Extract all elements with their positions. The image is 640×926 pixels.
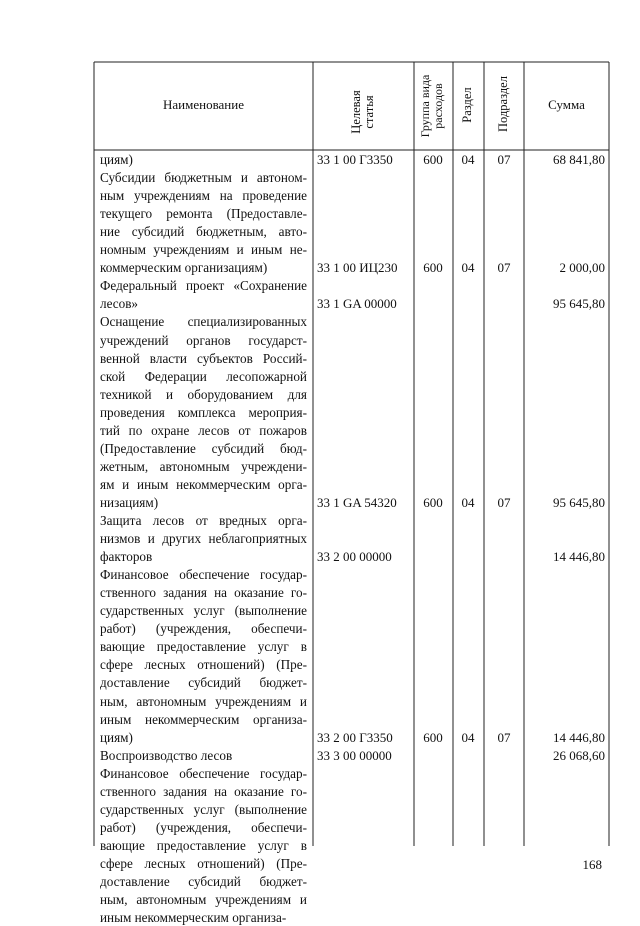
row-name-line: ской Федерации лесопожарной bbox=[100, 368, 307, 384]
row-sum: 95 645,80 bbox=[553, 494, 605, 510]
row-name-line: учреждений органов государст- bbox=[100, 332, 307, 348]
row-name-line: Воспроизводство лесов bbox=[100, 747, 233, 763]
header-sum: Сумма bbox=[548, 97, 585, 112]
row-name-line: ственного задания на оказание го- bbox=[100, 585, 307, 601]
row-name-line: циям) bbox=[100, 729, 133, 745]
row-name-line: сударственных услуг (выполнение bbox=[100, 603, 307, 619]
row-name-line: доставление субсидий бюджет- bbox=[100, 675, 307, 691]
header-target-article-line1: Целевая bbox=[349, 90, 363, 134]
row-name-line: текущего ремонта (Предоставле- bbox=[100, 206, 307, 222]
row-name-line: Финансовое обеспечение государ- bbox=[100, 567, 307, 583]
row-name-line: (Предоставление субсидий бюд- bbox=[100, 440, 307, 456]
row-expense-group: 600 bbox=[423, 260, 443, 276]
row-name-line: ям и иным некоммерческим орга- bbox=[100, 476, 307, 492]
row-expense-group: 600 bbox=[423, 494, 443, 510]
row-name-line: ным, автономным учреждениям и bbox=[100, 892, 307, 908]
row-name-line: низмов и других неблагоприятных bbox=[100, 531, 307, 547]
header-name: Наименование bbox=[163, 97, 244, 112]
row-sum: 14 446,80 bbox=[553, 729, 605, 745]
header-subsection: Подраздел bbox=[496, 76, 510, 132]
row-name-line: доставление субсидий бюджет- bbox=[100, 874, 307, 889]
row-name-line: работ) (учреждения, обеспечи- bbox=[100, 819, 307, 835]
header-target-article bbox=[350, 68, 378, 156]
row-name-line: тий по охране лесов от пожаров bbox=[100, 422, 307, 438]
row-section: 04 bbox=[461, 494, 475, 510]
row-code: 33 1 00 Г3350 bbox=[317, 152, 393, 167]
row-name-line: ние субсидий бюджетным, авто- bbox=[100, 224, 307, 240]
row-name-line: вающие предоставление услуг в bbox=[100, 639, 307, 655]
row-name-line: иным некоммерческим организа- bbox=[100, 711, 307, 727]
row-sum: 95 645,80 bbox=[553, 296, 605, 312]
row-name-line: техникой и оборудованием для bbox=[100, 386, 307, 402]
row-name-line: проведения комплекса мероприя- bbox=[100, 404, 307, 420]
row-subsection: 07 bbox=[497, 260, 511, 276]
row-name-line: работ) (учреждения, обеспечи- bbox=[100, 621, 307, 637]
row-code: 33 2 00 Г3350 bbox=[317, 729, 393, 745]
row-name-line: сфере лесных отношений) (Пре- bbox=[100, 855, 307, 871]
row-name-line: Защита лесов от вредных орга- bbox=[100, 513, 307, 528]
row-subsection: 07 bbox=[497, 494, 511, 510]
row-name-line: ным, автономным учреждениям и bbox=[100, 693, 307, 709]
row-code: 33 1 GA 00000 bbox=[317, 296, 397, 312]
row-name-line: лесов» bbox=[100, 296, 139, 312]
row-expense-group: 600 bbox=[423, 729, 443, 745]
row-name-line: ным учреждениям на проведение bbox=[100, 188, 307, 204]
row-section: 04 bbox=[461, 729, 475, 745]
row-name-line: ственного задания на оказание го- bbox=[100, 783, 307, 799]
row-name-line: низациям) bbox=[100, 494, 159, 510]
row-name-line: номным учреждениям и иным не- bbox=[100, 242, 307, 258]
row-name-line: Оснащение специализированных bbox=[100, 314, 307, 330]
row-name-line: коммерческим организациям) bbox=[100, 260, 268, 276]
page-number: 168 bbox=[582, 857, 602, 872]
row-code: 33 1 GA 54320 bbox=[317, 494, 397, 510]
row-sum: 68 841,80 bbox=[553, 152, 605, 167]
row-name-line: сударственных услуг (выполнение bbox=[100, 801, 307, 817]
row-sum: 26 068,60 bbox=[553, 747, 605, 763]
header-expense-group bbox=[419, 63, 447, 149]
row-code: 33 2 00 00000 bbox=[317, 549, 392, 565]
row-subsection: 07 bbox=[497, 729, 511, 745]
row-name-line: иным некоммерческим организа- bbox=[100, 910, 287, 926]
row-name-line: Финансовое обеспечение государ- bbox=[100, 765, 307, 781]
row-name-line: факторов bbox=[100, 549, 153, 565]
row-section: 04 bbox=[461, 152, 475, 167]
row-sum: 14 446,80 bbox=[553, 549, 605, 565]
row-name-line: венной власти субъектов Россий- bbox=[100, 350, 307, 366]
row-code: 33 3 00 00000 bbox=[317, 747, 392, 763]
row-subsection: 07 bbox=[497, 152, 511, 167]
row-name-line: циям) bbox=[100, 152, 133, 167]
row-expense-group: 600 bbox=[423, 152, 443, 167]
row-name-line: вающие предоставление услуг в bbox=[100, 837, 307, 853]
row-sum: 2 000,00 bbox=[559, 260, 605, 276]
row-name-line: жетным, автономным учреждени- bbox=[100, 458, 307, 474]
header-target-article-line2: статья bbox=[362, 95, 376, 129]
row-code: 33 1 00 ИЦ230 bbox=[317, 260, 398, 276]
row-name-line: Субсидии бюджетным и автоном- bbox=[100, 170, 307, 186]
header-section: Раздел bbox=[460, 87, 474, 123]
row-name-line: сфере лесных отношений) (Пре- bbox=[100, 657, 307, 673]
header-expense-group-line1: Группа вида bbox=[418, 74, 432, 138]
header-expense-group-line2: расходов bbox=[431, 83, 445, 129]
row-section: 04 bbox=[461, 260, 475, 276]
row-name-line: Федеральный проект «Сохранение bbox=[100, 278, 307, 294]
